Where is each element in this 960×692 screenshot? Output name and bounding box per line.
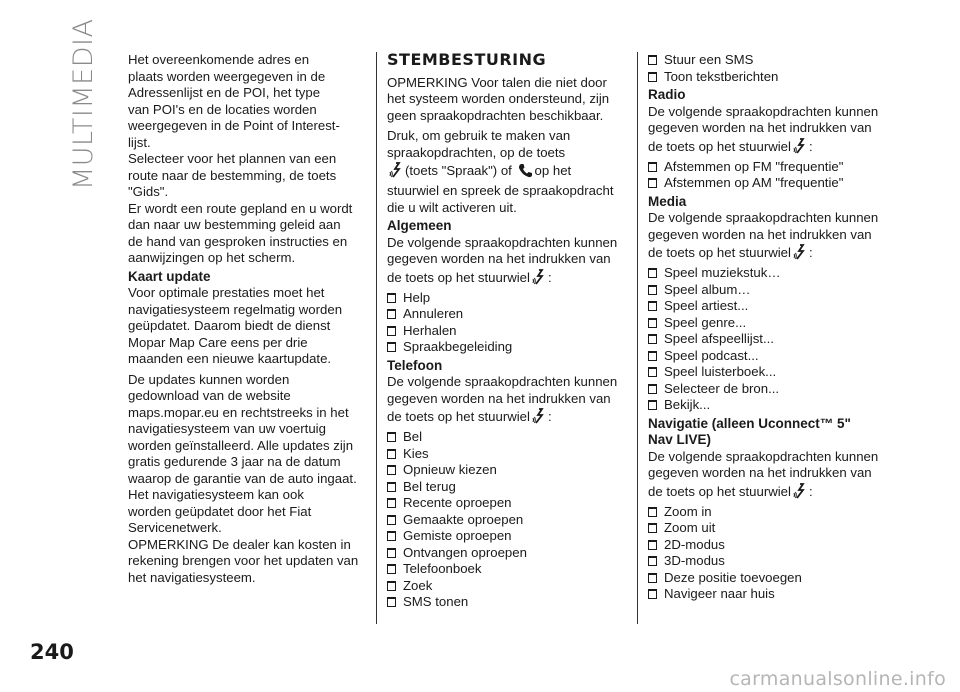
column-1 bbox=[128, 52, 368, 586]
command-list-item bbox=[648, 348, 888, 365]
checkbox-bullet-icon bbox=[387, 326, 396, 336]
checkbox-bullet-icon bbox=[648, 523, 657, 533]
command-label: Gemiste oproepen bbox=[403, 528, 512, 543]
command-list-item bbox=[648, 364, 888, 381]
checkbox-bullet-icon bbox=[387, 498, 396, 508]
heading-kaart-update: Kaart update bbox=[128, 268, 211, 284]
column-divider-1 bbox=[376, 52, 377, 624]
command-label: Kies bbox=[403, 445, 429, 461]
checkbox-bullet-icon bbox=[648, 540, 657, 550]
command-label: SMS tonen bbox=[403, 594, 469, 609]
text-line: navigatiesysteem van uw voertuig bbox=[128, 421, 326, 436]
text-line: De volgende spraakopdrachten kunnen bbox=[648, 448, 879, 464]
heading-algemeen: Algemeen bbox=[387, 218, 452, 233]
text-line: De volgende spraakopdrachten kunnen bbox=[648, 210, 879, 225]
checkbox-bullet-icon bbox=[387, 581, 396, 591]
command-label: Gemaakte oproepen bbox=[403, 511, 524, 527]
command-label: Speel luisterboek... bbox=[664, 364, 777, 379]
checkbox-bullet-icon bbox=[648, 178, 657, 188]
heading-navigatie: Navigatie (alleen Uconnect™ 5" Nav LIVE) bbox=[648, 415, 851, 447]
checkbox-bullet-icon bbox=[648, 162, 657, 172]
text-line: het systeem worden ondersteund, zijn bbox=[387, 91, 610, 106]
checkbox-bullet-icon bbox=[648, 334, 657, 344]
command-list-item bbox=[648, 331, 888, 348]
text-line: gegeven worden na het indrukken van bbox=[648, 465, 872, 480]
text-line: Adressenlijst en de POI, het type bbox=[128, 85, 321, 100]
text-line: Selecteer voor het plannen van een bbox=[128, 151, 337, 166]
heading-media: Media bbox=[648, 193, 687, 209]
checkbox-bullet-icon bbox=[387, 482, 396, 492]
command-label: Speel podcast... bbox=[664, 347, 759, 363]
telefoon-command-list bbox=[387, 429, 627, 611]
voice-command-icon bbox=[793, 483, 807, 504]
text-line: maps.mopar.eu en rechtstreeks in het bbox=[128, 404, 349, 420]
checkbox-bullet-icon bbox=[648, 301, 657, 311]
command-list-item bbox=[648, 175, 888, 192]
command-list-item bbox=[648, 570, 888, 587]
sms-command-list bbox=[648, 52, 888, 85]
kaart-paragraph bbox=[128, 285, 368, 368]
command-list-item bbox=[387, 290, 627, 307]
checkbox-bullet-icon bbox=[648, 400, 657, 410]
command-label: Afstemmen op FM "frequentie" bbox=[664, 158, 844, 174]
command-list-item bbox=[387, 545, 627, 562]
text-line: "Gids". bbox=[128, 184, 169, 199]
radio-command-list bbox=[648, 159, 888, 192]
text-line: dan naar uw bestemming geleid aan bbox=[128, 217, 341, 232]
text-line: Het navigatiesysteem kan ook bbox=[128, 487, 304, 502]
intro-paragraph bbox=[128, 52, 368, 267]
command-label: Afstemmen op AM "frequentie" bbox=[664, 175, 844, 190]
command-label: Annuleren bbox=[403, 306, 464, 321]
text-line: het navigatiesysteem. bbox=[128, 569, 256, 585]
text-line: Druk, om gebruik te maken van bbox=[387, 128, 571, 143]
checkbox-bullet-icon bbox=[387, 342, 396, 352]
column-3: Stuur een SMS Toon tekstberichten Radio De volgende spraakopdrachten kunnen gegeven worden na het indrukken van de toets op het stuurwiel : Afstemmen op FM "frequentie" Afstemmen op AM "frequentie" Media De volgende spraakopdrachten kunnen gegeven worden na het indrukken van de toets op het stuurwiel : Speel muziekstuk… Speel album… Speel artiest... Speel genre... Speel afspeellijst... Speel podcast... Speel luisterboek... Selecteer de bron... Bekijk... Navigatie (alleen Uconnect™ 5" Nav LIVE) De volgende spraakopdrachten kunnen gegeven worden na het indrukken van de toets op het stuurwiel : Zoom in Zoom uit 2D-modus 3D-modus Deze positie toevoegen Navigeer naar huis bbox=[648, 52, 888, 603]
text-line: OPMERKING Voor talen die niet door bbox=[387, 74, 607, 90]
command-label: Zoom uit bbox=[664, 520, 716, 535]
command-label: Help bbox=[403, 289, 431, 305]
text-line: gegeven worden na het indrukken van bbox=[387, 251, 611, 266]
text-line: navigatiesysteem regelmatig worden bbox=[128, 301, 343, 317]
text-line: Er wordt een route gepland en u wordt bbox=[128, 200, 353, 216]
text-line: gegeven worden na het indrukken van bbox=[387, 390, 611, 406]
note-paragraph bbox=[387, 75, 627, 125]
command-label: Opnieuw kiezen bbox=[403, 462, 497, 477]
column-divider-2 bbox=[637, 52, 638, 624]
voice-command-icon bbox=[793, 138, 807, 159]
command-label: Speel genre... bbox=[664, 314, 747, 330]
command-list-item bbox=[648, 298, 888, 315]
text-line: De volgende spraakopdrachten kunnen bbox=[648, 103, 879, 119]
command-list-item bbox=[648, 381, 888, 398]
text-line: De updates kunnen worden bbox=[128, 371, 290, 387]
text-line: gegeven worden na het indrukken van bbox=[648, 226, 872, 242]
checkbox-bullet-icon bbox=[387, 564, 396, 574]
checkbox-bullet-icon bbox=[387, 449, 396, 459]
command-label: Telefoonboek bbox=[403, 561, 482, 576]
command-label: Spraakbegeleiding bbox=[403, 339, 513, 354]
text-line: stuurwiel en spreek de spraakopdracht bbox=[387, 183, 614, 198]
text-line: aanwijzingen op het scherm. bbox=[128, 250, 296, 265]
command-list-item bbox=[387, 323, 627, 340]
checkbox-bullet-icon bbox=[648, 55, 657, 65]
command-label: Toon tekstberichten bbox=[664, 68, 779, 84]
column-2: STEMBESTURING OPMERKING Voor talen die niet door het systeem worden ondersteund, zijn geen spraakopdrachten beschikbaar. Druk, om gebruik te maken van spraakopdrachten, op de toets (toets "Spraak") of op het stuurwiel en spreek de spraakopdracht die u wilt activeren uit. Algemeen De volgende spraakopdrachten kunnen gegeven worden na het indrukken van de toets op het stuurwiel : Help Annuleren Herhalen Spraakbegeleiding Telefoon De volgende spraakopdrachten kunnen gegeven worden na het indrukken van de toets op het stuurwiel : Bel Kies Opnieuw kiezen Bel terug Recente oproepen Gemaakte oproepen Gemiste oproepen Ontvangen oproepen Telefoonboek Zoek SMS tonen bbox=[387, 52, 627, 611]
section-title: STEMBESTURING bbox=[387, 50, 547, 69]
command-label: Zoom in bbox=[664, 503, 712, 519]
text-line: OPMERKING De dealer kan kosten in bbox=[128, 536, 351, 552]
text-line: weergegeven in de Point of Interest- bbox=[128, 118, 340, 133]
command-list-item bbox=[387, 462, 627, 479]
text-line: De volgende spraakopdrachten kunnen bbox=[387, 374, 618, 389]
command-list-item bbox=[648, 520, 888, 537]
checkbox-bullet-icon bbox=[648, 589, 657, 599]
command-list-item bbox=[387, 512, 627, 529]
command-list-item bbox=[387, 306, 627, 323]
text-line: Het overeenkomende adres en bbox=[128, 52, 310, 67]
text-line: waarop de garantie van de auto ingaat. bbox=[128, 470, 357, 486]
text-line: Servicenetwerk. bbox=[128, 520, 222, 535]
command-list-item bbox=[387, 446, 627, 463]
command-list-item bbox=[648, 553, 888, 570]
command-label: Selecteer de bron... bbox=[664, 380, 780, 396]
text-line: gegeven worden na het indrukken van bbox=[648, 120, 872, 135]
command-label: Herhalen bbox=[403, 322, 457, 338]
command-list-item bbox=[648, 52, 888, 69]
checkbox-bullet-icon bbox=[648, 556, 657, 566]
command-label: Stuur een SMS bbox=[664, 52, 754, 67]
checkbox-bullet-icon bbox=[648, 351, 657, 361]
checkbox-bullet-icon bbox=[387, 309, 396, 319]
command-list-item bbox=[648, 315, 888, 332]
command-label: 2D-modus bbox=[664, 536, 725, 552]
command-label: Speel artiest... bbox=[664, 298, 749, 313]
command-label: Deze positie toevoegen bbox=[664, 569, 802, 585]
command-list-item bbox=[387, 479, 627, 496]
checkbox-bullet-icon bbox=[387, 531, 396, 541]
checkbox-bullet-icon bbox=[387, 515, 396, 525]
heading-telefoon: Telefoon bbox=[387, 357, 443, 373]
checkbox-bullet-icon bbox=[648, 573, 657, 583]
voice-instructions: Druk, om gebruik te maken van spraakopdrachten, op de toets (toets "Spraak") of op het stuurwiel en spreek de spraakopdracht die u wilt activeren uit. bbox=[387, 128, 627, 216]
checkbox-bullet-icon bbox=[648, 318, 657, 328]
command-list-item bbox=[387, 594, 627, 611]
checkbox-bullet-icon bbox=[648, 384, 657, 394]
text-line: spraakopdrachten, op de toets bbox=[387, 144, 566, 160]
command-list-item bbox=[387, 561, 627, 578]
text-line: die u wilt activeren uit. bbox=[387, 199, 517, 215]
text-line: rekening brengen voor het updaten van bbox=[128, 553, 359, 568]
command-label: 3D-modus bbox=[664, 553, 725, 568]
voice-command-icon bbox=[389, 162, 403, 183]
command-list-item bbox=[648, 586, 888, 603]
command-list-item bbox=[648, 282, 888, 299]
voice-command-icon bbox=[532, 408, 546, 429]
updates-paragraph bbox=[128, 372, 368, 587]
page-number: 240 bbox=[30, 640, 74, 664]
command-list-item bbox=[648, 504, 888, 521]
command-label: Recente oproepen bbox=[403, 495, 512, 510]
checkbox-bullet-icon bbox=[648, 367, 657, 377]
text-line: worden geüpdatet door het Fiat bbox=[128, 503, 312, 519]
command-list-item bbox=[648, 159, 888, 176]
navigatie-command-list bbox=[648, 504, 888, 603]
voice-command-icon bbox=[793, 244, 807, 265]
checkbox-bullet-icon bbox=[387, 465, 396, 475]
text-line: worden geïnstalleerd. Alle updates zijn bbox=[128, 437, 354, 453]
checkbox-bullet-icon bbox=[387, 548, 396, 558]
command-list-item bbox=[387, 429, 627, 446]
text-line: route naar de bestemming, de toets bbox=[128, 167, 337, 183]
checkbox-bullet-icon bbox=[387, 432, 396, 442]
watermark: carmanualsonline.info bbox=[729, 668, 946, 690]
algemeen-command-list bbox=[387, 290, 627, 356]
text-line: van POI's en de locaties worden bbox=[128, 101, 317, 117]
command-list-item bbox=[648, 537, 888, 554]
command-label: Ontvangen oproepen bbox=[403, 544, 527, 560]
command-label: Zoek bbox=[403, 577, 433, 593]
command-list-item bbox=[648, 69, 888, 86]
command-list-item bbox=[387, 578, 627, 595]
checkbox-bullet-icon bbox=[648, 268, 657, 278]
phone-icon bbox=[518, 163, 533, 183]
command-list-item bbox=[387, 495, 627, 512]
text-line: Mopar Map Care eens per drie bbox=[128, 334, 308, 350]
section-side-title: MULTIMEDIA bbox=[68, 18, 99, 190]
text-line: gedownload van de website bbox=[128, 388, 291, 403]
text-line: gratis gedurende 3 jaar na de datum bbox=[128, 454, 341, 469]
command-label: Speel afspeellijst... bbox=[664, 331, 774, 346]
command-label: Bel terug bbox=[403, 478, 456, 494]
command-label: Speel album… bbox=[664, 281, 751, 297]
command-list-item bbox=[648, 265, 888, 282]
checkbox-bullet-icon bbox=[387, 293, 396, 303]
command-list-item bbox=[648, 397, 888, 414]
command-label: Navigeer naar huis bbox=[664, 586, 775, 601]
media-command-list bbox=[648, 265, 888, 414]
checkbox-bullet-icon bbox=[648, 507, 657, 517]
voice-command-icon bbox=[532, 269, 546, 290]
command-list-item bbox=[387, 528, 627, 545]
command-label: Speel muziekstuk… bbox=[664, 265, 781, 280]
text-line: De volgende spraakopdrachten kunnen bbox=[387, 234, 618, 250]
text-line: de hand van gesproken instructies en bbox=[128, 233, 348, 249]
command-label: Bel bbox=[403, 429, 423, 444]
checkbox-bullet-icon bbox=[387, 597, 396, 607]
checkbox-bullet-icon bbox=[648, 72, 657, 82]
command-label: Bekijk... bbox=[664, 397, 711, 412]
text-line: lijst. bbox=[128, 134, 151, 150]
text-line: geüpdatet. Daarom biedt de dienst bbox=[128, 318, 331, 333]
command-list-item bbox=[387, 339, 627, 356]
heading-radio: Radio bbox=[648, 87, 686, 102]
text-line: Voor optimale prestaties moet het bbox=[128, 285, 325, 300]
text-line: plaats worden weergegeven in de bbox=[128, 68, 326, 84]
text-line: maanden een nieuwe kaartupdate. bbox=[128, 351, 332, 366]
checkbox-bullet-icon bbox=[648, 285, 657, 295]
text-line: geen spraakopdrachten beschikbaar. bbox=[387, 107, 604, 123]
